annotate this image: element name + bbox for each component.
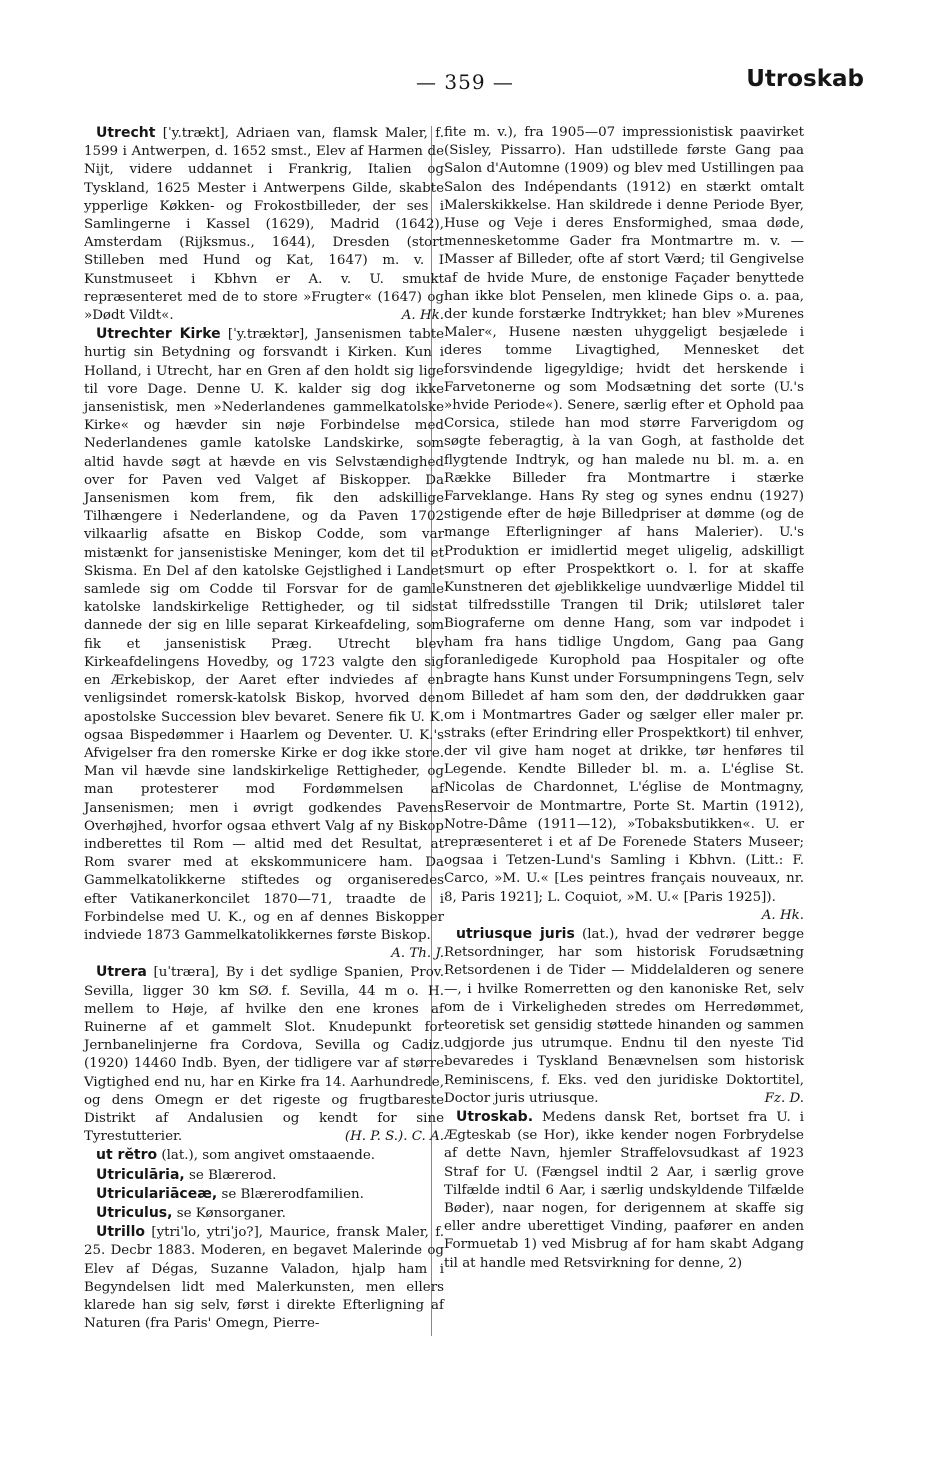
entry-text: fite m. v.), fra 1905—07 impressionistisk paavirket (Sisley, Pissarro). Han udstillede første Gang paa Salon d'Automne (1909) og blev med Ustillingen paa Salon des Indépendants (1912) en stærkt omtalt Malerskikkelse. Han skildrede i denne Periode Byer, Huse og Veje i deres Ensformighed, smaa døde, mennesketomme Gader fra Montmartre m. v. — Masser af Billeder, ofte af stort Værd; til Gengivelse af de hvide Mure, de enstonige Façader benyttede han ikke blot Penselen, men klinede Gips o. a. paa, der kunde forstærke Indtrykket; han blev »Murenes Maler«, Husene næsten uhyggeligt besjælede i deres tomme Livagtighed, Mennesket det forsvindende ligegyldige; hvidt det herskende i Farvetonerne og som Modsætning det sorte (U.'s »hvide Periode«). Senere, særlig efter et Ophold paa Corsica, stilede han mod større Farverigdom og søgte feberagtig, à la van Gogh, at fastholde det flygtende Indtryk, og han malede nu bl. m. a. en Række Billeder fra Montmartre i stærke Farveklange. Hans Ry steg og synes endnu (1927) stigende efter de høje Billedpriser at dømme (og de mange Efterligninger af hans Malerier). U.'s Produktion er imidlertid meget uligelig, adskilligt smurt op efter Prospektkort o. l. for at skaffe Kunstneren det øjeblikkelige uundværlige Middel til at tilfredsstille Trangen til Drik; utilsløret taler Biograferne om denne Hang, som var indpodet i ham fra hans tidlige Ungdom, Gang paa Gang foranledigede Kurophold paa Hospitaler og ofte bragte hans Kunst under Forsumpningens Tegn, selv om Billedet af ham som den, der døddrukken gaar om i Montmartres Gader og sælger eller maler pr. straks (efter Erindring eller Prospektkort) til enhver, der vil give ham noget at drikke, tør henføres til Legende. Kendte Billeder bl. m. a. L'église St. Nicolas de Chardonnet, L'église de Montmagny, Reservoir de Montmartre, Porte St. Martin (1912), Notre-Dâme (1911—12), »Tobaksbutikken«. U. er repræsenteret i et af De Forenede Staters Museer; ogsaa i Tetzen-Lund's Samling i Kbhvn. (Litt.: F. Carco, »M. U.« [Les peintres français nouveaux, nr. 8, Paris 1921]; L. Coquiot, »M. U.« [Paris 1925]). xyxy=(444,125,804,905)
entry-utrera xyxy=(84,963,444,1146)
entry-headword: Utrecht xyxy=(96,125,156,141)
entry-utriusque-juris xyxy=(444,925,804,1108)
entry-text: [ˈy.trækt], Adriaen van, flamsk Maler, f. 1599 i Antwerpen, d. 1652 smst., Elev af Harmen de Nijt, videre uddannet i Frankrig, Italien og Tyskland, 1625 Mester i Antwerpens Gilde, skabte ypperlige Køkken- og Frokostbilleder, der ses i Samlingerne i Kassel (1629), Madrid (1642), Amsterdam (Rijksmus., 1644), Dresden (stort Stilleben med Hund og Kat, 1647) m. v. I Kunstmuseet i Kbhvn er A. v. U. smukt repræsenteret med de to store »Frugter« (1647) og »Dødt Vildt«. xyxy=(84,126,444,324)
entry-signature: A. Th. J. xyxy=(391,946,444,962)
entry-text: [ˈy.træktər], Jansenismen tabte hurtig sin Betydning og forsvandt i Kirken. Kun i Holland, i Utrecht, har en Gren af den holdt sig lige til vore Dage. Denne U. K. kalder sig dog ikke jansenistisk, men »Nederlandenes gammelkatolske Kirke« og hævder sin nøje Forbindelse med Nederlandenes gamle katolske Landskirke, som altid havde søgt at hævde en vis Selvstændighed over for Paven ved Valget af Biskopper. Da Jansenismen kom frem, fik den adskillige Tilhængere i Nederlandene, og da Paven 1702 vilkaarlig afsatte en Biskop Codde, som var mistænkt for jansenistiske Meninger, kom det til et Skisma. En Del af den katolske Gejstlighed i Landet samlede sig om Codde til Forsvar for de gamle katolske landskirkelige Rettigheder, og til sidst dannede der sig en lille separat Kirkeafdeling, som fik et jansenistisk Præg. Utrecht blev Kirkeafdelingens Hovedby, og 1723 valgte den sig en Ærkebiskop, der Aaret efter indviedes af en venligsindet romersk-katolsk Biskop, hvorved den apostolske Succession blev bevaret. Senere fik U. K. ogsaa Bispedømmer i Haarlem og Deventer. U. K.'s Afvigelser fra den romerske Kirke er dog ikke store. Man vil hævde sine landskirkelige Rettigheder, og man protesterer mod Fordømmelsen af Jansenismen; men i øvrigt godkendes Pavens Overhøjhed, hvorfor ogsaa ethvert Valg af ny Biskop indberettes til Rom — altid med det Resultat, at Rom svarer med at ekskommunicere ham. Da Gammelkatolikkerne stiftedes og organiseredes efter Vatikanerkoncilet 1870—71, traadte de i Forbindelse med U. K., og en af dennes Biskopper indviede 1873 Gammelkatolikkernes første Biskop. xyxy=(84,327,444,943)
entry-headword: Utrechter Kirke xyxy=(96,326,221,343)
entry-ut-retro xyxy=(84,1146,444,1165)
entry-headword: Utrillo xyxy=(96,1224,145,1241)
right-column xyxy=(444,124,804,1273)
entry-headword: Utroskab. xyxy=(456,1108,534,1125)
entry-signature: Fz. D. xyxy=(764,1090,804,1106)
entry-utrechter-kirke xyxy=(84,325,444,963)
entry-text: (lat.), hvad der vedrører begge Retsordninger, har som historisk Forudsætning Retsordenen i de Tider — Middelalderen og senere —, i hvilke Romerretten og den kanoniske Ret, selv om de i Virkeligheden stredes om Herredømmet, teoretisk set gensidig støttede hinanden og sammen udgjorde jus utrumque. Endnu til den nyeste Tid bevaredes i Tyskland Benævnelsen som historisk Reminiscens, f. Eks. ved den juridiske Doktortitel, Doctor juris utriusque. xyxy=(444,926,804,1106)
entry-headword: Utriculariāceæ, xyxy=(96,1185,218,1202)
entry-utroskab xyxy=(444,1108,804,1273)
entry-text: [uˈtræra], By i det sydlige Spanien, Prov. Sevilla, ligger 30 km SØ. f. Sevilla, 44 m o. H. mellem to Høje, af hvilke den ene krones af Ruinerne af et gammelt Slot. Knudepunkt for Jernbanelinjerne fra Cordova, Sevilla og Cadiz. (1920) 14460 Indb. Byen, der tidligere var af større Vigtighed end nu, har en Kirke fra 14. Aarhundrede, og dens Omegn er det rigeste og frugtbareste Distrikt af Andalusien og kendt for sine Tyrestutterier. xyxy=(84,965,444,1145)
entry-headword: utriusque juris xyxy=(456,925,575,942)
entry-signature: A. Hk. xyxy=(401,308,444,324)
entry-text: Medens dansk Ret, bortset fra U. i Ægteskab (se Hor), ikke kender nogen Forbrydelse af dette Navn, hjemler Straffelovsudkast af 1923 Straf for U. (Fængsel indtil 2 Aar, i særlig grove Tilfælde indtil 6 Aar, i særlig undskyldende Tilfælde Bøder), naar nogen, for derigennem at skaffe sig eller andre uberettiget Vinding, paafører en anden Formuetab 1) ved Misbrug af for ham skabt Adgang til at handle med Retsvirkning for denne, 2) xyxy=(444,1109,804,1271)
entry-signature: A. Hk. xyxy=(761,907,804,923)
entry-headword: Utriculāria, xyxy=(96,1166,185,1183)
entry-text: se Blærerod. xyxy=(189,1167,277,1183)
entry-utricularia xyxy=(84,1166,444,1185)
entry-headword: ut rĕtro xyxy=(96,1147,158,1164)
left-column xyxy=(84,124,444,1333)
entry-headword: Utriculus, xyxy=(96,1204,173,1221)
running-head: Utroskab xyxy=(746,66,864,92)
page-header xyxy=(60,62,870,102)
page-number: — 359 — xyxy=(416,70,514,94)
entry-utrecht xyxy=(84,124,444,325)
entry-utriculariaceae xyxy=(84,1185,444,1204)
entry-text: (lat.), som angivet omstaaende. xyxy=(161,1148,376,1164)
entry-text: se Blærerodfamilien. xyxy=(221,1186,364,1202)
entry-utriculus xyxy=(84,1204,444,1223)
entry-text: [ytriˈlo, ytriˈjo?], Maurice, fransk Maler, f. 25. Decbr 1883. Moderen, en begavet Malerinde og Elev af Dégas, Suzanne Valadon, hjalp ham i Begyndelsen lidt med Malerkunsten, men ellers klarede han sig selv, først i direkte Efterligning af Naturen (fra Paris' Omegn, Pierre- xyxy=(84,1225,444,1332)
entry-headword: Utrera xyxy=(96,964,147,981)
entry-text: se Kønsorganer. xyxy=(176,1205,286,1221)
entry-utrillo-continued xyxy=(444,124,804,925)
entry-utrillo xyxy=(84,1223,444,1333)
entry-signature: (H. P. S.). C. A. xyxy=(344,1129,444,1145)
